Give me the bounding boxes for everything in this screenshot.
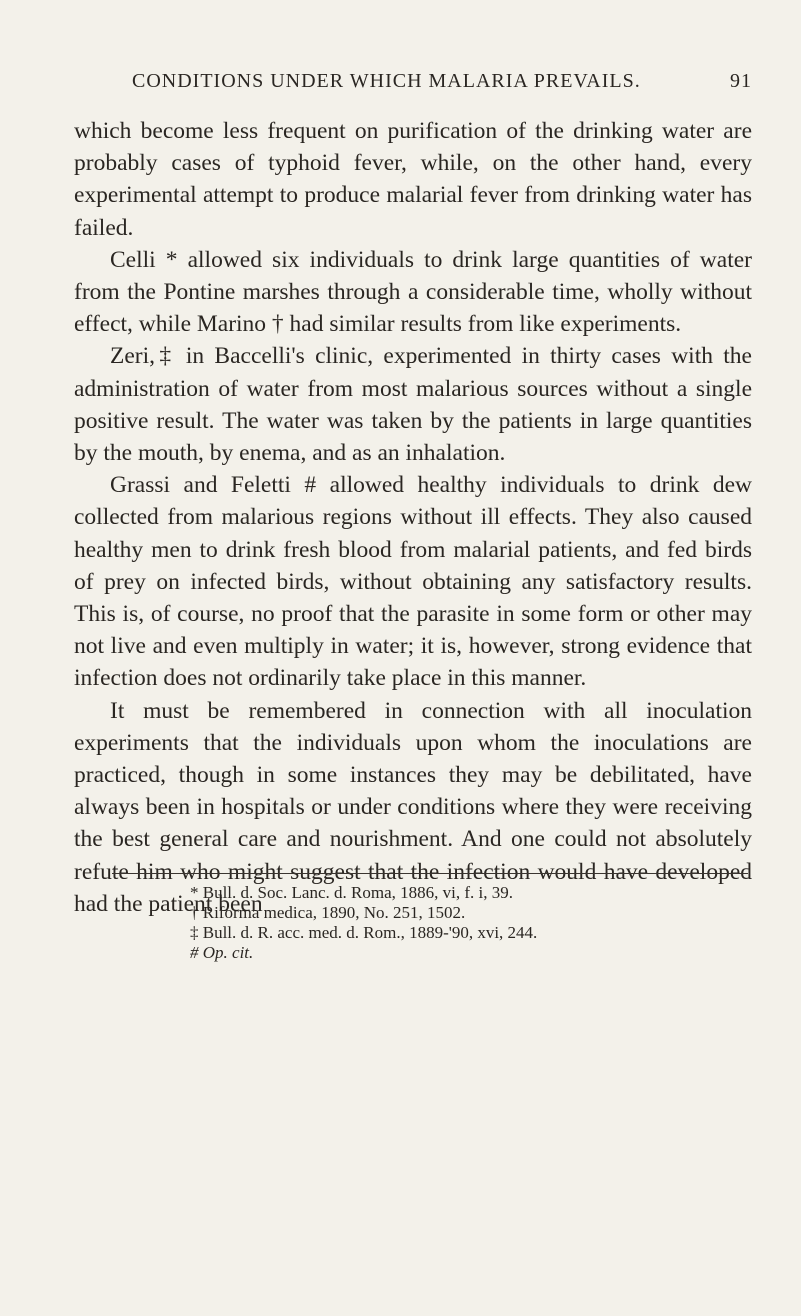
running-title: CONDITIONS UNDER WHICH MALARIA PREVAILS. xyxy=(132,70,641,92)
paragraph-grassi-feletti: Grassi and Feletti # allowed healthy individuals to drink dew collected from malarious regions without ill effects. They also caused healthy men to drink fresh blood from malarial patients, and fed birds of prey on infected birds, without obtaining any satisfactory results. This is, of course, no proof that the parasite in some form or other may not live and even multiply in water; it is, however, strong evidence that infection does not ordinarily take place in this manner. xyxy=(74,472,752,692)
footnote-celli: * Bull. d. Soc. Lanc. d. Roma, 1886, vi, f. i, 39. xyxy=(190,883,513,902)
paragraph-zeri: Zeri,‡ in Baccelli's clinic, experimented in thirty cases with the administration of water from most malarious sources without a single positive result. The water was taken by the patients in large quantities by the mouth, by enema, and as an inhalation. xyxy=(74,343,752,467)
paragraph-continuation: which become less frequent on purification of the drinking water are probably cases of typhoid fever, while, on the other hand, every experimental attempt to produce malarial fever from drinking water has failed. xyxy=(74,118,752,241)
body-text xyxy=(74,115,752,920)
footnote-grassi-feletti: # Op. cit. xyxy=(190,943,254,962)
paragraph-inoculation: It must be remembered in connection with all inoculation experiments that the individuals upon whom the inoculations are practiced, though in some instances they may be debilitated, have always been in hospitals or under conditions where they were receiving the best general care and nourishment. And one could not absolutely refute him who might suggest that the infection would have developed had the patient been xyxy=(74,697,752,917)
footnote-zeri: ‡ Bull. d. R. acc. med. d. Rom., 1889-'90, xvi, 244. xyxy=(190,923,538,942)
footnotes xyxy=(190,883,710,963)
footnote-marino: † Riforma medica, 1890, No. 251, 1502. xyxy=(190,903,466,922)
footnote-divider xyxy=(112,873,748,874)
paragraph-celli: Celli * allowed six individuals to drink large quantities of water from the Pontine marshes through a considerable time, wholly without effect, while Marino † had similar results from like experiments. xyxy=(74,246,752,338)
page-number: 91 xyxy=(730,70,752,92)
